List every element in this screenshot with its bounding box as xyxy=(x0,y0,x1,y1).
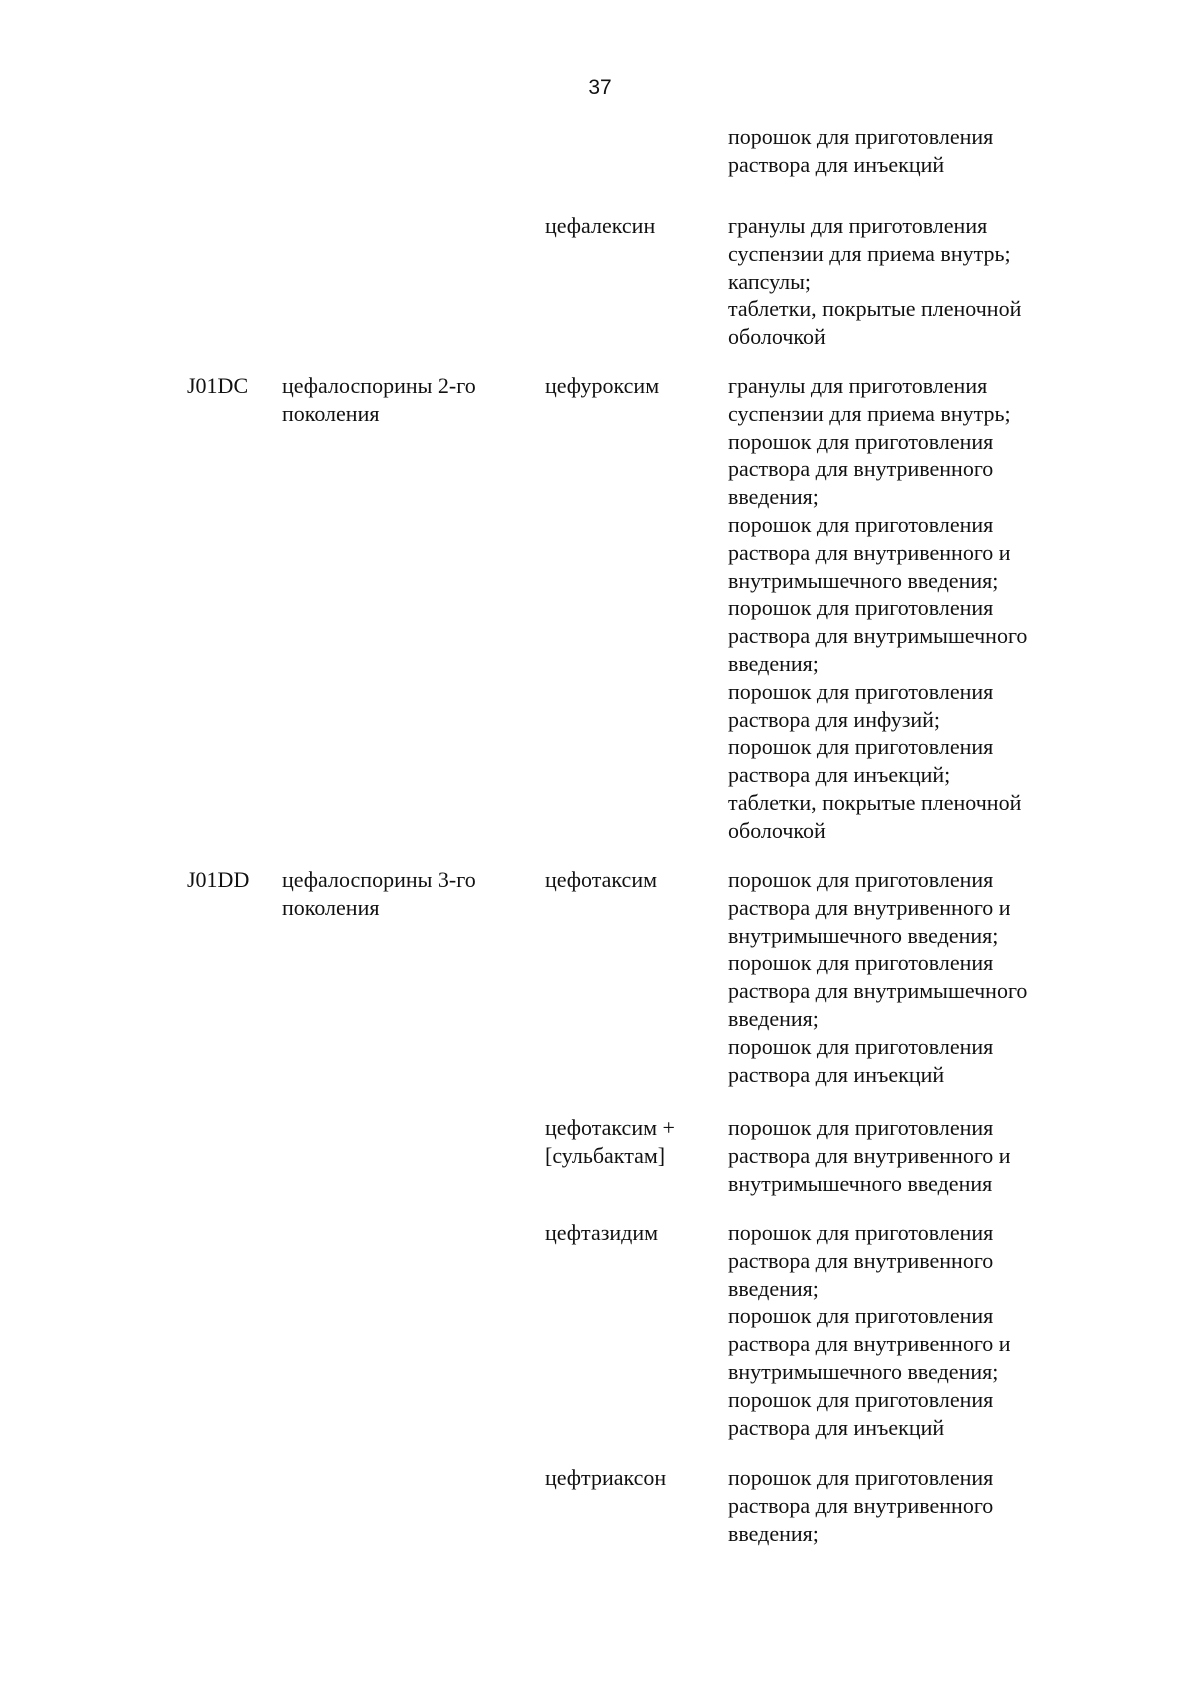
dosage-form-line: порошок для приготовления xyxy=(728,1303,994,1329)
atc-code: J01DC xyxy=(187,373,249,398)
dosage-form-line: порошок для приготовления xyxy=(728,678,994,704)
drug-name-line: цефтриаксон xyxy=(545,1465,667,1490)
atc-code: J01DD xyxy=(187,867,250,892)
dosage-form-line: порошок для приготовления xyxy=(728,595,994,621)
atc-group-line: поколения xyxy=(282,400,380,426)
drug-name xyxy=(545,212,720,240)
drug-name-line: цефотаксим xyxy=(545,867,658,892)
dosage-form-line: порошок для приготовления xyxy=(728,1465,994,1490)
dosage-form-line: порошок для приготовления xyxy=(728,950,994,976)
dosage-form-line: внутримышечного введения; xyxy=(728,1358,999,1384)
dosage-form-line: раствора для внутримышечного xyxy=(728,623,1028,649)
dosage-form-line: раствора для инъекций xyxy=(728,151,945,177)
dosage-form-line: суспензии для приема внутрь; xyxy=(728,240,1011,266)
dosage-form-line: порошок для приготовления xyxy=(728,1115,994,1140)
dosage-form-line: раствора для внутривенного и xyxy=(728,539,1011,565)
dosage-forms xyxy=(728,1114,1088,1197)
dosage-form-line: гранулы для приготовления xyxy=(728,213,988,238)
dosage-form-line: введения; xyxy=(728,1275,819,1301)
dosage-form-line: введения; xyxy=(728,650,819,676)
drug-name xyxy=(545,1219,720,1247)
dosage-form-line: порошок для приготовления xyxy=(728,124,994,149)
dosage-form-line: порошок для приготовления xyxy=(728,1220,994,1245)
dosage-form-line: внутримышечного введения; xyxy=(728,922,999,948)
dosage-form-line: порошок для приготовления xyxy=(728,428,994,454)
dosage-form-line: гранулы для приготовления xyxy=(728,373,988,398)
dosage-forms xyxy=(728,1219,1088,1441)
dosage-forms xyxy=(728,212,1088,351)
dosage-form-line: раствора для инъекций xyxy=(728,1414,945,1440)
drug-name xyxy=(545,866,720,894)
dosage-form-line: введения; xyxy=(728,1520,819,1546)
dosage-form-line: таблетки, покрытые пленочной xyxy=(728,789,1022,815)
dosage-form-line: порошок для приготовления xyxy=(728,511,994,537)
atc-group xyxy=(282,372,527,428)
drug-name-line: [сульбактам] xyxy=(545,1142,666,1168)
dosage-form-line: введения; xyxy=(728,1005,819,1031)
dosage-form-line: введения; xyxy=(728,484,819,510)
dosage-form-line: порошок для приготовления xyxy=(728,734,994,760)
dosage-form-line: оболочкой xyxy=(728,324,826,350)
drug-name xyxy=(545,1114,720,1170)
dosage-form-line: раствора для инъекций; xyxy=(728,762,951,788)
drug-name-line: цефалексин xyxy=(545,213,656,238)
atc-group-line: цефалоспорины 2-го xyxy=(282,373,476,398)
drug-name xyxy=(545,1464,720,1492)
dosage-form-line: раствора для внутривенного xyxy=(728,456,994,482)
dosage-form-line: раствора для внутривенного и xyxy=(728,894,1011,920)
drug-name-line: цефотаксим + xyxy=(545,1115,675,1140)
atc-group xyxy=(282,866,527,922)
dosage-form-line: оболочкой xyxy=(728,817,826,843)
dosage-form-line: раствора для внутривенного xyxy=(728,1247,994,1273)
page-number: 37 xyxy=(588,76,612,99)
dosage-form-line: раствора для внутривенного xyxy=(728,1492,994,1518)
drug-name-line: цефтазидим xyxy=(545,1220,659,1245)
dosage-forms xyxy=(728,372,1088,845)
dosage-form-line: внутримышечного введения; xyxy=(728,567,999,593)
dosage-form-line: раствора для внутривенного и xyxy=(728,1331,1011,1357)
dosage-form-line: порошок для приготовления xyxy=(728,867,994,892)
dosage-forms xyxy=(728,123,1088,179)
dosage-form-line: таблетки, покрытые пленочной xyxy=(728,296,1022,322)
dosage-form-line: внутримышечного введения xyxy=(728,1170,993,1196)
drug-name xyxy=(545,372,720,400)
atc-group-line: цефалоспорины 3-го xyxy=(282,867,476,892)
dosage-form-line: суспензии для приема внутрь; xyxy=(728,400,1011,426)
dosage-form-line: раствора для внутримышечного xyxy=(728,978,1028,1004)
dosage-forms xyxy=(728,1464,1088,1547)
dosage-forms xyxy=(728,866,1088,1088)
dosage-form-line: раствора для инъекций xyxy=(728,1061,945,1087)
atc-group-line: поколения xyxy=(282,894,380,920)
drug-name-line: цефуроксим xyxy=(545,373,660,398)
dosage-form-line: порошок для приготовления xyxy=(728,1386,994,1412)
dosage-form-line: капсулы; xyxy=(728,268,811,294)
dosage-form-line: раствора для внутривенного и xyxy=(728,1142,1011,1168)
dosage-form-line: раствора для инфузий; xyxy=(728,706,941,732)
dosage-form-line: порошок для приготовления xyxy=(728,1033,994,1059)
